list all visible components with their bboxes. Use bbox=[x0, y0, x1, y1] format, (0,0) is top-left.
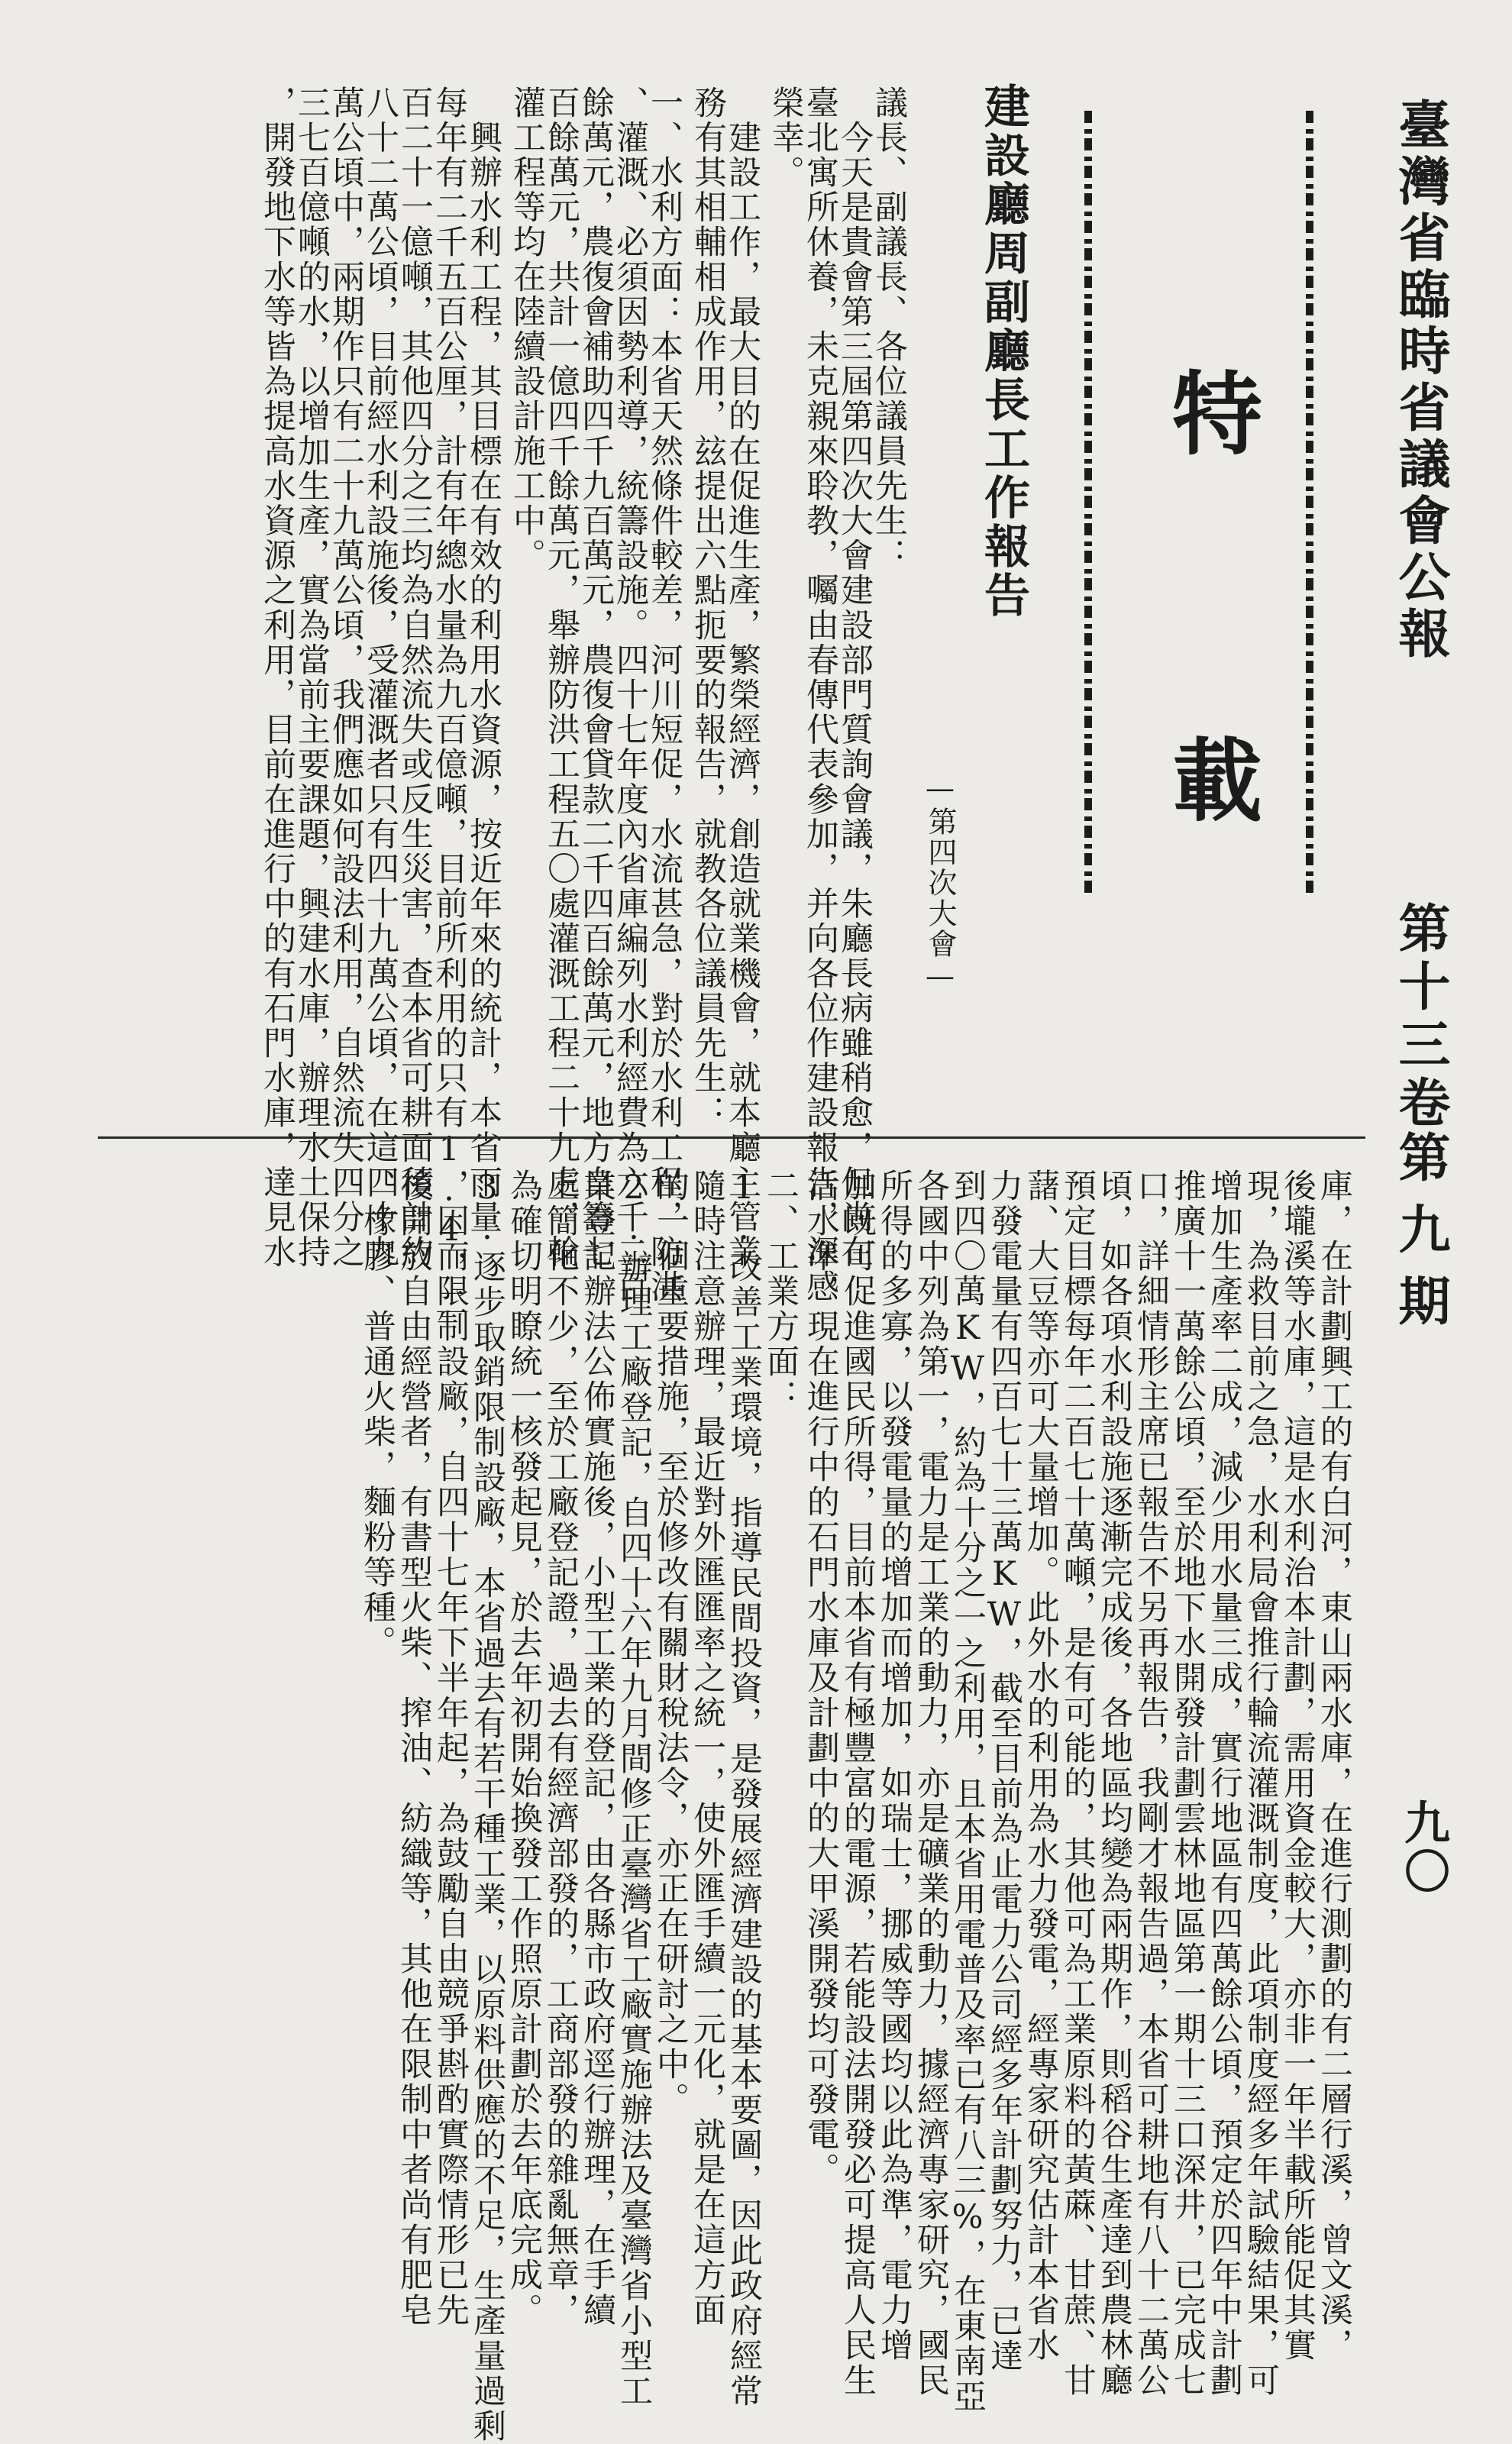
lower-column: 、橡膠、普通火柴，麵粉等種。 bbox=[358, 1169, 396, 1660]
section-char-2: 載 bbox=[1157, 733, 1263, 823]
lower-column: 力發電量有四百七十三萬KW，截至目前為止電力公司經多年計劃努力，已達 bbox=[985, 1169, 1023, 2374]
upper-column: 三七百億噸的水，以增加生產，實為當前主要課題，興建水庫，辦理水土保持 bbox=[292, 86, 331, 1270]
lower-column: 所得的多寡，以發電量的增加而增加，如瑞士，挪威等國均以此為準，電力增 bbox=[875, 1169, 913, 2363]
lower-column: 頃，如各項水利設施逐漸完成後，各地區均變為兩期作，則稻谷生產達到農林廳 bbox=[1095, 1169, 1133, 2398]
lower-column: 為確切明瞭統一核發起見，於去年初開始換發工作照原計劃於去年底完成。 bbox=[505, 1169, 543, 2328]
issue-number: 第九期 bbox=[1390, 1130, 1451, 1346]
upper-column: 今天是貴會第三屆第四次大會建設部門質詢會議，朱廳長病雖稍愈，但尚在 bbox=[835, 86, 874, 1270]
ornament-rule-right bbox=[1306, 111, 1313, 897]
upper-column: 百餘萬元，共計一億四千餘萬元，舉辦防洪工程五〇處灌溉工程二十九處，輪 bbox=[542, 86, 580, 1270]
upper-column: 建設工作，最大目的在促進生產，繁榮經濟，創造就業機會，就本廳主管業 bbox=[723, 86, 761, 1270]
lower-column: 3.逐步取銷限制設廠，本省過去有若干種工業，以原料供應的不足，生產量過剩 bbox=[468, 1169, 506, 2444]
upper-column: 、灌溉、必須因勢利導，統籌設施。四十七年度內省庫編列水利經費為六千二百 bbox=[611, 86, 649, 1304]
lower-column: 加既可促進國民所得，目前本省有極豐富的電源，若能設法開發必可提高人民生 bbox=[838, 1169, 877, 2398]
upper-column: 灌工程等均在陸續設計施工中。 bbox=[508, 86, 546, 574]
page-number: 九〇 bbox=[1397, 1799, 1450, 1896]
ornament-rule-left bbox=[1084, 111, 1092, 897]
lower-column: 現，為救目前之急，水利局會推行輪流灌溉制度，此項制度經多年試驗結果，可 bbox=[1242, 1169, 1280, 2398]
upper-column: 百二十一億噸，其他四分之三均為自然流失或反生災害，查本省可耕面積計約 bbox=[396, 86, 434, 1270]
gazette-title: 臺灣省臨時省議會公報 bbox=[1390, 98, 1451, 663]
lower-column: 後壠溪等水庫，這是水利治本計劃，需用資金較大，亦非一年半載所能促其實 bbox=[1278, 1169, 1317, 2363]
lower-column: 口，詳細情形主席已報告不另再報告，我剛才報告過，本省可耕地有八十二萬公 bbox=[1132, 1169, 1170, 2398]
upper-column: 餘萬元，農復會補助四千九百萬元，農復會貸款二千四百餘萬元，地方自籌七 bbox=[577, 86, 615, 1270]
lower-column: 預定目標每年二百七十萬噸，是有可能的，其他可為工業原料的黃蔴、甘蔗、甘 bbox=[1058, 1169, 1097, 2398]
report-subtitle: —第四次大會— bbox=[923, 771, 957, 994]
upper-column: 務有其相輔相成作用，玆提出六點扼要的報告，就教各位議員先生： bbox=[689, 86, 727, 1130]
upper-column: 八十二萬公頃，目前經水利設施後，受灌溉者只有四十九萬公頃，在這四十九 bbox=[361, 86, 399, 1270]
lower-column: 2.辦理工廠登記，自四十六年九月間修正臺灣省工廠實施辦法及臺灣省小型工 bbox=[615, 1169, 653, 2409]
lower-column: 推廣十一萬餘公頃，至於地下水開發計劃雲林地區第一期十三口深井，已完成七 bbox=[1168, 1169, 1207, 2398]
lower-column: 業登記辦法公佈實施後，小型工業的登記，由各縣市政府逕行辦理，在手續 bbox=[578, 1169, 616, 2328]
report-title: 建設廳周副廳長工作報告 bbox=[977, 82, 1030, 620]
lower-column: 後開放自由經營者，有書型火柴、搾油、紡織等，其他在限制中者尚有肥皂 bbox=[395, 1169, 433, 2328]
lower-column: 1.改善工業環境，指導民間投資，是發展經濟建設的基本要圖，因此政府經常 bbox=[725, 1169, 763, 2409]
lower-column: 隨時注意辦理，最近對外匯匯率之統一，使外匯手續一元化，就是在這方面 bbox=[688, 1169, 726, 2328]
lower-column: 活水準，現在進行中的石門水庫及計劃中的大甲溪開發均可發電。 bbox=[802, 1169, 840, 2187]
upper-column: 每年有二千五百公厘，計有年總水量為九百億噸，目前所利用的只有1.4，二 bbox=[430, 86, 468, 1321]
section-divider bbox=[98, 1136, 1365, 1139]
upper-column: ，開發地下水等皆為提高水資源之利用，目前在進行中的有石門水庫，達見水 bbox=[258, 86, 296, 1270]
lower-column: 藷、大豆等亦可大量增加。此外水的利用為水力發電，經專家研究估計本省水 bbox=[1022, 1169, 1060, 2363]
lower-column: 各國中列為第一，電力是工業的動力，亦是礦業的動力，據經濟專家研究，國民 bbox=[912, 1169, 950, 2398]
lower-column: 庫，在計劃興工的有白河，東山兩水庫，在進行測劃的有二層行溪，曾文溪， bbox=[1315, 1169, 1353, 2363]
lower-column: 上簡化不少，至於工廠登記證，過去有經濟部發的，工商部發的雜亂無章， bbox=[541, 1169, 580, 2328]
upper-column: 議長、副議長、各位議員先生： bbox=[870, 86, 908, 574]
upper-column: 臺北寓所休養，未克親來聆教，囑由春傳代表參加，并向各位作建設報告，深感 bbox=[801, 86, 839, 1304]
upper-column: 萬公頃中，兩期作只有二十九萬公頃，我們應如何設法利用，自然流失四分之 bbox=[327, 86, 365, 1270]
lower-column: ，因而限制設廠，自四十七年下半年起，為鼓勵自由競爭斟酌實際情形已先 bbox=[431, 1169, 470, 2328]
upper-column: 榮幸。 bbox=[767, 86, 805, 190]
volume-number: 第十三卷 bbox=[1390, 901, 1451, 1133]
lower-column: 增加生產率二成，減少用水量三成，實行地區有四萬餘公頃，預定於四年中計劃 bbox=[1205, 1169, 1243, 2398]
upper-column: 一、水利方面：本省天然條件較差，河川短促，水流甚急，對於水利工程，防洪 bbox=[645, 86, 683, 1304]
lower-column: 二、工業方面： bbox=[761, 1169, 800, 1414]
section-char-1: 特 bbox=[1157, 367, 1263, 457]
lower-column: 到四〇萬KW，約為十分之一之利用，且本省用電普及率已有八三%，在東南亞 bbox=[948, 1169, 987, 2414]
upper-column: 興辦水利工程，其目標在有效的利用水資源，按近年來的統計，本省雨量 bbox=[464, 86, 502, 1235]
lower-column: 的一個重要措施，至於修改有關財稅法令，亦正在研討之中。 bbox=[651, 1169, 690, 2117]
